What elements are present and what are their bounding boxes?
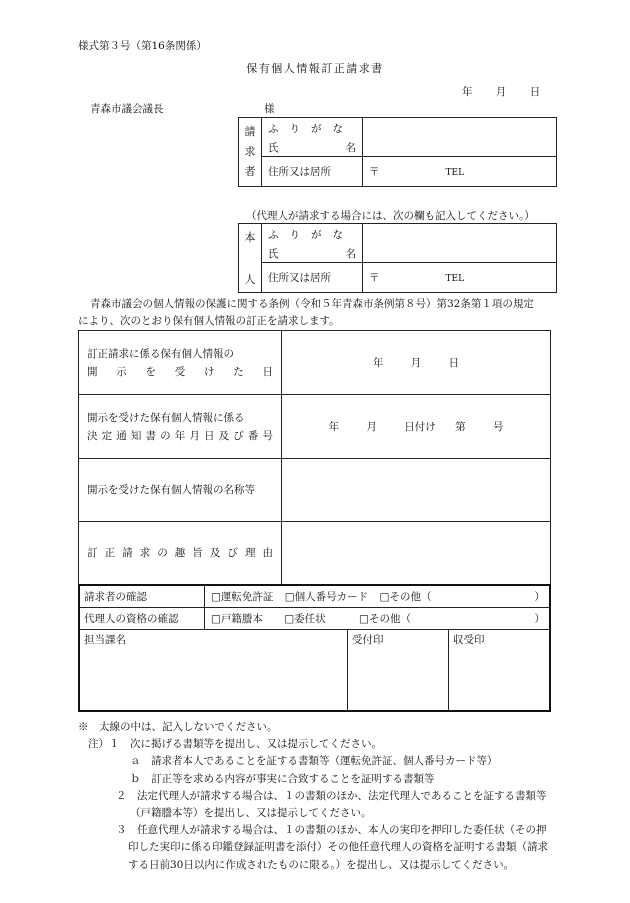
requester-name-label: 氏 名: [262, 139, 363, 157]
date-line: [462, 84, 560, 99]
staff-section: 担当課名: [79, 629, 348, 711]
note-star: ※ 太線の中は、記入しないでください。: [78, 721, 278, 733]
principal-furigana-label: ふりがな: [262, 224, 363, 245]
principal-table: [238, 223, 557, 293]
principal-address-label: 住所又は居所: [262, 263, 363, 293]
requester-table: [238, 117, 557, 187]
office-use-table: [78, 584, 551, 712]
note-2a: ２ 法定代理人が請求する場合は、１の書類のほか、法定代理人であることを証する書類等: [116, 789, 547, 802]
disclosure-date-input[interactable]: 年 月 日: [282, 331, 551, 395]
note-1b: ｂ 訂正等を求める内容が事実に合致することを証明する書類等: [130, 772, 435, 785]
requester-address-label: 住所又は居所: [262, 157, 363, 187]
proxy-other-checkbox[interactable]: □その他（: [359, 612, 411, 625]
received-seal-box: 収受印: [449, 629, 551, 711]
requester-name-input[interactable]: [363, 118, 557, 157]
family-register-checkbox[interactable]: □戸籍謄本: [211, 612, 263, 625]
principal-vertical-label: 本 人: [239, 224, 262, 293]
date-day: 日: [529, 86, 541, 98]
form-number: 様式第３号（第16条関係）: [78, 40, 207, 52]
note-2b: （戸籍謄本等）を提出し、又は提示してください。: [130, 807, 372, 820]
date-month: 月: [495, 86, 507, 98]
proxy-note: （代理人が請求する場合には、次の欄も記入してください。）: [246, 210, 535, 222]
info-name-label: 開示を受けた保有個人情報の名称等: [79, 459, 282, 522]
note-1a: ａ 請求者本人であることを証する書類等（運転免許証、個人番号カード等）: [130, 755, 498, 768]
request-details-table: [78, 330, 551, 585]
note-3b: 印した実印に係る印鑑登録証明書を添付）その他任意代理人の資格を証明する書類（請求: [128, 841, 548, 854]
requester-confirm-options: □運転免許証 □個人番号カード □その他（ ）: [205, 585, 551, 607]
page-title: 保有個人情報訂正請求書: [246, 62, 384, 75]
principal-address-input[interactable]: 〒 TEL: [363, 263, 557, 293]
request-reason-input[interactable]: [282, 522, 551, 585]
date-year: 年: [462, 86, 473, 98]
power-of-attorney-checkbox[interactable]: □委任状: [284, 612, 326, 625]
notes-section: [78, 719, 568, 874]
disclosure-date-label: 訂正請求に係る保有個人情報の 開示を受けた日: [79, 331, 282, 395]
note-3c: する日前30日以内に作成されたものに限る。）を提出し、又は提示してください。: [128, 858, 515, 871]
request-reason-label: 訂正請求の趣旨及び理由: [79, 522, 282, 585]
info-name-input[interactable]: [282, 459, 551, 522]
requester-furigana-label: ふりがな: [262, 118, 363, 139]
proxy-confirm-options: □戸籍謄本 □委任状 □その他（ ）: [205, 607, 551, 629]
principal-name-input[interactable]: [363, 224, 557, 263]
requester-confirm-label: 請求者の確認: [79, 585, 205, 607]
decision-notice-input[interactable]: 年 月 日付け 第 号: [282, 395, 551, 459]
requester-address-input[interactable]: 〒 TEL: [363, 157, 557, 187]
proxy-confirm-label: 代理人の資格の確認: [79, 607, 205, 629]
request-statement: 青森市議会の個人情報の保護に関する条例（令和５年青森市条例第８号）第32条第１項の規定 により、次のとおり保有個人情報の訂正を請求します。: [78, 298, 534, 327]
decision-notice-label: 開示を受けた保有個人情報に係る 決定通知書の年月日及び番号: [79, 395, 282, 459]
license-checkbox[interactable]: □運転免許証: [211, 590, 274, 603]
honorific: 様: [264, 103, 275, 115]
requester-vertical-label: 請 求 者: [239, 118, 262, 187]
note-1: 注）１ 次に掲げる書類等を提出し、又は提示してください。: [88, 738, 382, 751]
principal-name-label: 氏 名: [262, 245, 363, 263]
received-stamp-box: 受付印: [348, 629, 449, 711]
note-3a: ３ 任意代理人が請求する場合は、１の書類のほか、本人の実印を押印した委任状（その押: [116, 824, 547, 837]
addressee: 青森市議会議長: [90, 103, 164, 115]
mynumber-checkbox[interactable]: □個人番号カード: [284, 590, 369, 603]
other-checkbox[interactable]: □その他（: [379, 590, 432, 603]
